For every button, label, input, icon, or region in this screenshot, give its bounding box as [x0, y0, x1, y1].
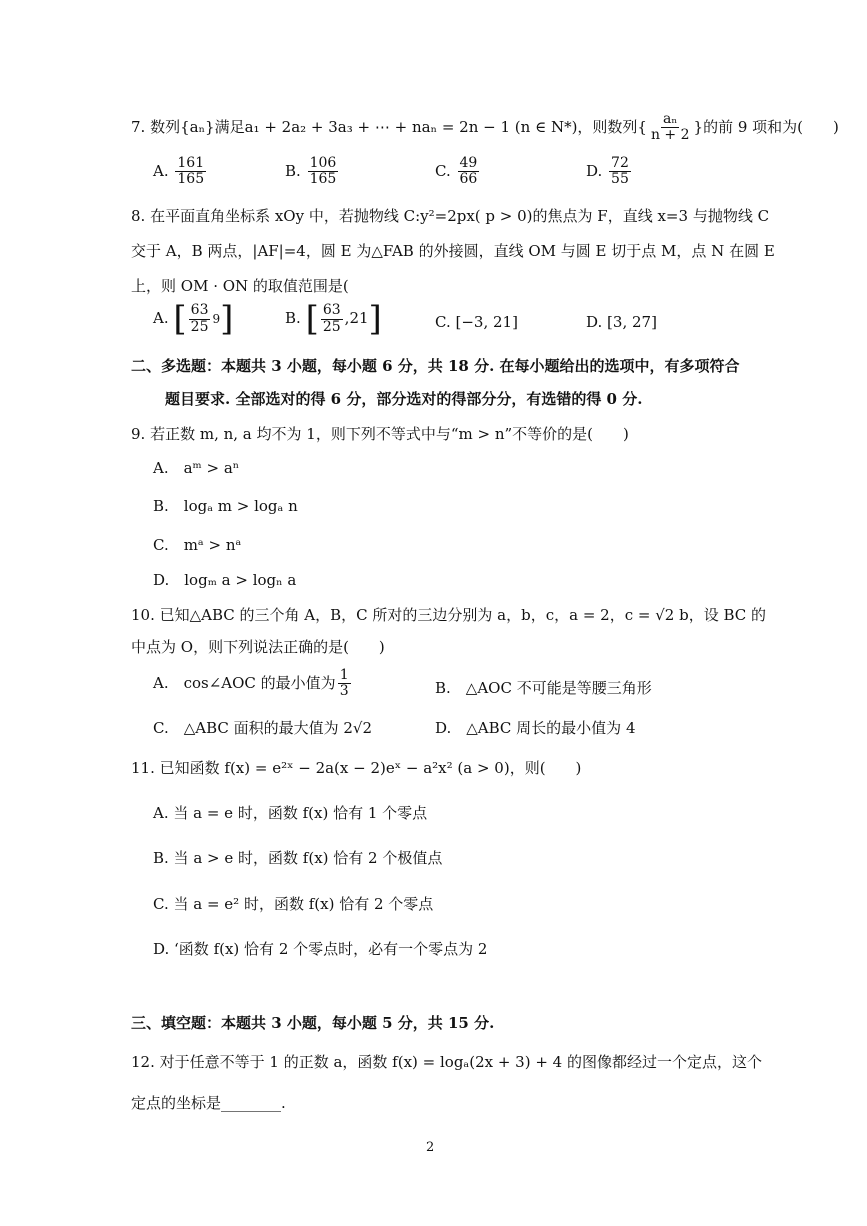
q10-line-2: 中点为 O，则下列说法正确的是( ) — [131, 638, 385, 656]
page-number: 2 — [426, 1140, 435, 1155]
section-2-heading: 二、多选题：本题共 3 小题，每小题 6 分，共 18 分. 在每小题给出的选项中，有多项符合 — [131, 357, 740, 375]
q12-line-2: 定点的坐标是________. — [131, 1094, 286, 1112]
q10-option-a[interactable]: A. cos∠AOC 的最小值为 $\frac{1}{3}$ — [153, 667, 349, 700]
q12-line-1: 12. 对于任意不等于 1 的正数 a，函数 f(x) = logₐ(2x + 3) + 4 的图像都经过一个定点，这个 — [131, 1053, 762, 1071]
q7-option-c[interactable]: C. $\frac{49}{66}$ — [435, 155, 478, 188]
q8-line-2: 交于 A，B 两点，|AF|=4，圆 E 为△FAB 的外接圆，直线 OM 与圆 E 切于点 M，点 N 在圆 E — [131, 242, 775, 260]
q7-option-b[interactable]: B. $\frac{106}{165}$ — [285, 155, 337, 188]
q10-option-d[interactable]: D. △ABC 周长的最小值为 4 — [435, 719, 636, 737]
section-3-heading: 三、填空题：本题共 3 小题，每小题 5 分，共 15 分. — [131, 1014, 495, 1032]
q8-option-d[interactable]: D. [3, 27] — [586, 313, 657, 331]
q8-line-3: 上，则 OM · ON 的取值范围是( — [131, 277, 349, 295]
q7-option-d[interactable]: D. $\frac{72}{55}$ — [586, 155, 629, 188]
section-2-heading-cont: 题目要求. 全部选对的得 6 分，部分选对的得部分分，有选错的得 0 分. — [165, 390, 643, 408]
q10-line-1: 10. 已知△ABC 的三个角 A，B，C 所对的三边分别为 a，b，c，a = 2，c = √2 b，设 BC 的 — [131, 606, 767, 624]
q11-option-b[interactable]: B. 当 a > e 时，函数 f(x) 恰有 2 个极值点 — [153, 849, 443, 867]
q7-stem-fraction: $\frac{\text{aₙ}}{n + 2}$ — [650, 111, 690, 144]
q9-option-c[interactable]: C. mᵃ > nᵃ — [153, 536, 242, 554]
q11-stem: 11. 已知函数 f(x) = e²ˣ − 2a(x − 2)eˣ − a²x² (a > 0)，则( ) — [131, 759, 582, 777]
q9-option-b[interactable]: B. logₐ m > logₐ n — [153, 497, 298, 515]
q8-option-c[interactable]: C. [−3, 21] — [435, 313, 518, 331]
q10-option-c[interactable]: C. △ABC 面积的最大值为 2√2 — [153, 719, 373, 737]
q9-stem: 9. 若正数 m, n, a 均不为 1，则下列不等式中与“m > n”不等价的是( ) — [131, 425, 629, 443]
q8-option-b[interactable]: B. [ $\frac{63}{25}$ ,21] — [285, 299, 382, 339]
q7-stem: 7. 数列{aₙ}满足a₁ + 2a₂ + 3a₃ + ⋯ + naₙ = 2n − 1 (n ∈ N*)，则数列{ $\frac{\text{aₙ}}{n + 2}$ }的前 9 项和为( ) — [131, 111, 839, 144]
q8-option-a[interactable]: A. [ $\frac{63}{25}$ 9] — [153, 299, 234, 339]
q11-option-c[interactable]: C. 当 a = e² 时，函数 f(x) 恰有 2 个零点 — [153, 895, 434, 913]
q11-option-d[interactable]: D. ‘函数 f(x) 恰有 2 个零点时，必有一个零点为 2 — [153, 940, 488, 958]
q11-option-a[interactable]: A. 当 a = e 时，函数 f(x) 恰有 1 个零点 — [153, 804, 428, 822]
q10-option-b[interactable]: B. △AOC 不可能是等腰三角形 — [435, 679, 652, 697]
q9-option-a[interactable]: A. aᵐ > aⁿ — [153, 459, 240, 477]
q7-option-a[interactable]: A. $\frac{161}{165}$ — [153, 155, 205, 188]
q8-line-1: 8. 在平面直角坐标系 xOy 中，若抛物线 C:y²=2px( p > 0)的焦点为 F，直线 x=3 与抛物线 C — [131, 207, 770, 225]
q9-option-d[interactable]: D. logₘ a > logₙ a — [153, 571, 297, 589]
